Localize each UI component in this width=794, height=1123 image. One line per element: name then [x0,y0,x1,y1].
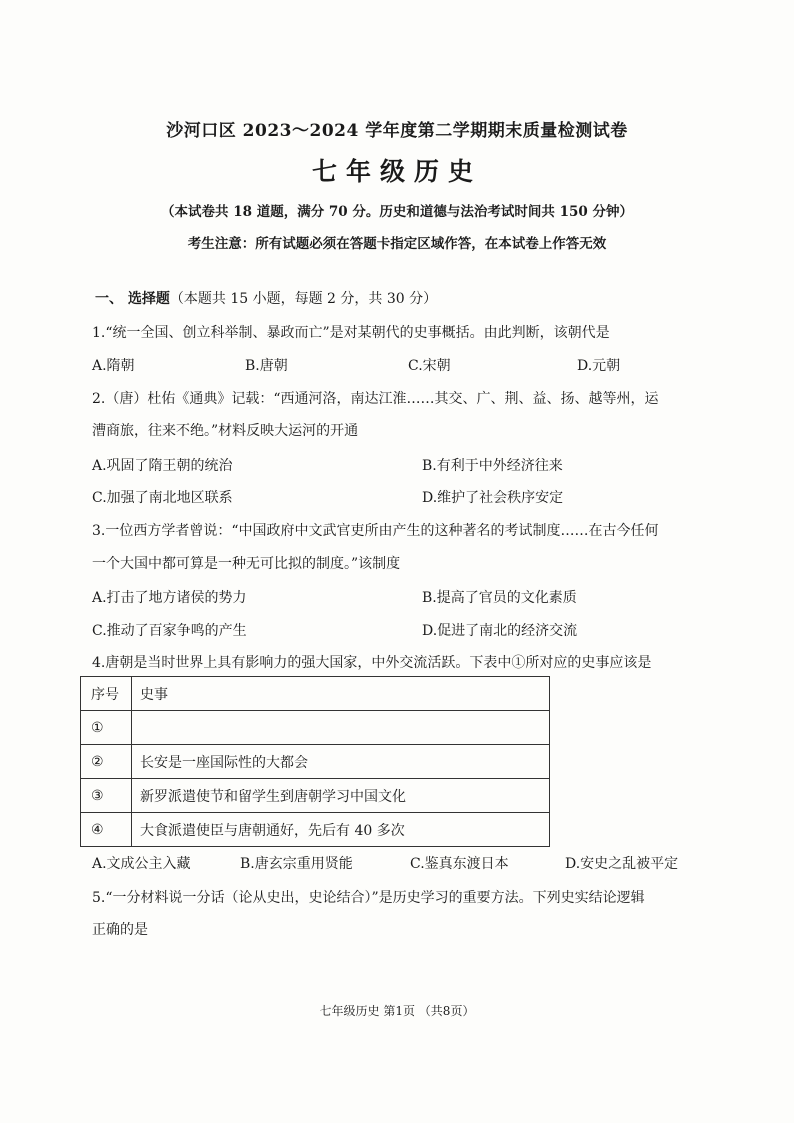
q3-option-b: B.提高了官员的文化素质 [422,590,577,606]
q4-option-a: A.文成公主入藏 [92,856,191,872]
page-footer: 七年级历史 第1页 （共8页） [319,1004,475,1018]
table-header-number: 序号 [81,677,132,711]
q4-option-c: C.鉴真东渡日本 [410,856,509,872]
q3-option-a: A.打击了地方诸侯的势力 [92,590,247,606]
table-row [81,745,550,779]
table-cell-number: ① [81,711,132,745]
q4-stem: 4.唐朝是当时世界上具有影响力的强大国家，中外交流活跃。下表中①所对应的史事应该是 [92,655,652,671]
exam-title: 沙河口区 2023～2024 学年度第二学期期末质量检测试卷 [166,121,628,141]
q1-option-c: C.宋朝 [408,358,451,374]
section-heading [95,288,437,308]
exam-notice: 考生注意：所有试题必须在答题卡指定区域作答，在本试卷上作答无效 [187,236,607,252]
q4-option-d: D.安史之乱被平定 [565,856,679,872]
q2-option-c: C.加强了南北地区联系 [92,490,233,506]
q1-option-d: D.元朝 [577,358,621,374]
q2-option-a: A.巩固了隋王朝的统治 [92,458,233,474]
q3-stem-line1: 3.一位西方学者曾说：“中国政府中文武官吏所由产生的这种著名的考试制度……在古今任何 [92,523,659,539]
q5-stem-line2: 正确的是 [92,922,148,938]
q2-option-d: D.维护了社会秩序安定 [422,490,564,506]
q3-option-c: C.推动了百家争鸣的产生 [92,623,247,639]
table-header-event: 史事 [132,677,550,711]
q1-stem: 1.“统一全国、创立科举制、暴政而亡”是对某朝代的史事概括。由此判断，该朝代是 [92,325,610,341]
q2-option-b: B.有利于中外经济往来 [422,458,563,474]
subject-title: 七年级历史 [311,157,482,186]
q4-table [80,676,550,847]
q2-stem-line2: 漕商旅，往来不绝。”材料反映大运河的开通 [92,423,359,439]
table-cell-number: ④ [81,813,132,847]
q1-option-b: B.唐朝 [245,358,288,374]
table-row [81,813,550,847]
table-row [81,779,550,813]
table-cell-number: ③ [81,779,132,813]
table-cell-event: 大食派遣使臣与唐朝通好，先后有 40 多次 [132,813,550,847]
table-cell-number: ② [81,745,132,779]
table-cell-event [132,711,550,745]
q3-stem-line2: 一个大国中都可算是一种无可比拟的制度。”该制度 [92,556,401,572]
q2-stem-line1: 2.（唐）杜佑《通典》记载：“西通河洛，南达江淮……其交、广、荆、益、扬、越等州，运 [92,391,659,407]
table-row [81,711,550,745]
table-header-row [81,677,550,711]
q5-stem-line1: 5.“一分材料说一分话（论从史出，史论结合）”是历史学习的重要方法。下列史实结论逻辑 [92,890,645,906]
q1-option-a: A.隋朝 [92,358,135,374]
section-label: 一、 选择题 [95,291,170,307]
section-desc: （本题共 15 小题，每题 2 分，共 30 分） [169,291,438,307]
q3-option-d: D.促进了南北的经济交流 [422,623,578,639]
table-cell-event: 长安是一座国际性的大都会 [132,745,550,779]
table-cell-event: 新罗派遣使节和留学生到唐朝学习中国文化 [132,779,550,813]
exam-info: （本试卷共 18 道题，满分 70 分。历史和道德与法治考试时间共 150 分钟） [161,204,633,220]
q4-option-b: B.唐玄宗重用贤能 [240,856,353,872]
